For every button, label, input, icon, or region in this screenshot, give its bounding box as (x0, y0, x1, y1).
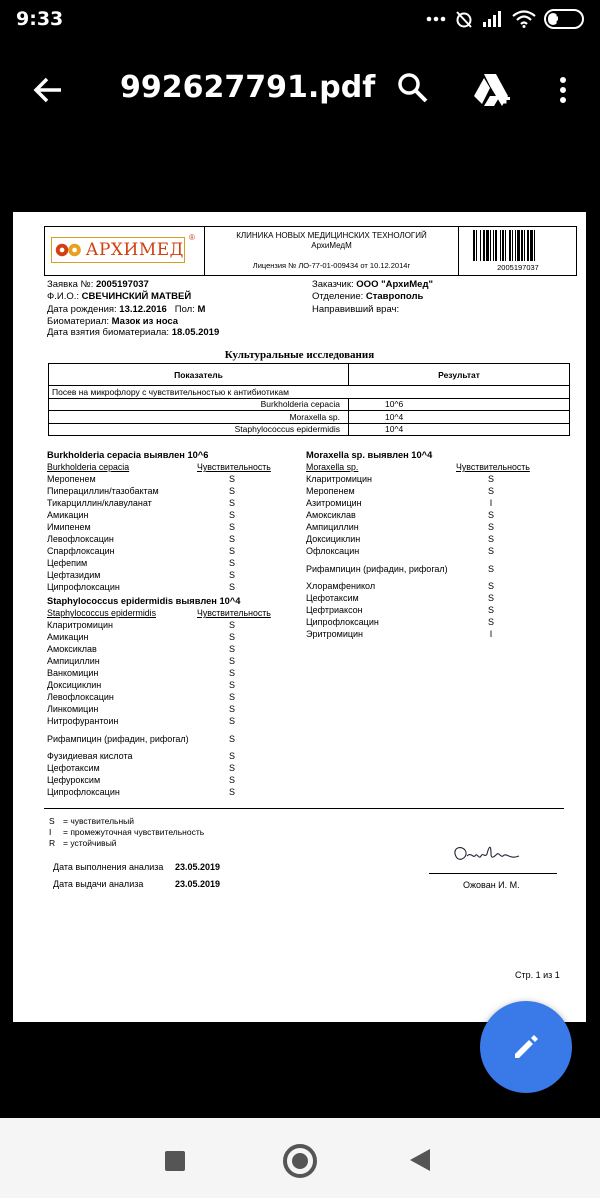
more-options-button[interactable] (548, 68, 578, 112)
antibiotic-name: Цефтазидим (47, 570, 101, 580)
antibiotic-result: S (487, 534, 494, 544)
completion-value: 23.05.2019 (175, 862, 221, 872)
antibiotic-name: Офлоксацин (306, 546, 360, 556)
antibiotic-name: Тикарциллин/клавуланат (47, 498, 152, 508)
department (312, 291, 423, 302)
sensitivity-header: Чувствительность (197, 462, 271, 472)
add-to-drive-button[interactable] (470, 68, 514, 112)
antibiotic-row (47, 655, 275, 667)
divider (44, 808, 564, 809)
logo-registered-mark: ® (189, 233, 195, 242)
antibiotic-name: Спарфлоксацин (47, 546, 115, 556)
name-label: Ф.И.О.: (47, 291, 79, 302)
antibiotic-row (47, 619, 275, 631)
antibiotic-result: S (228, 763, 235, 773)
antibiotic-result: S (228, 680, 235, 690)
barcode-number: 2005197037 (497, 263, 539, 272)
antibiotic-name: Рифампицин (рифадин, рифогал) (306, 563, 448, 574)
add-to-drive-icon (472, 72, 512, 108)
sex-label: Пол: (174, 304, 195, 315)
referring-doctor (312, 304, 399, 315)
antibiotic-result: S (228, 620, 235, 630)
antibiotic-name: Доксициклин (306, 534, 361, 544)
sensitivity-header: Чувствительность (197, 608, 271, 618)
antibiotic-name: Левофлоксацин (47, 692, 114, 702)
col-result: Результат (349, 364, 570, 386)
status-time: 9:33 (16, 8, 64, 30)
value-cell: 10^4 (349, 423, 570, 436)
antibiotic-name: Ампициллин (306, 522, 359, 532)
file-title: 992627791.pdf (120, 70, 376, 105)
sensitivity-header: Чувствительность (456, 462, 530, 472)
antibiotic-row (47, 679, 275, 691)
antibiotic-result: I (489, 498, 493, 508)
moraxella-block (306, 450, 534, 640)
back-button[interactable] (28, 70, 68, 110)
nav-back-button[interactable] (410, 1149, 430, 1171)
antibiotic-row (306, 497, 534, 509)
antibiotic-name: Линкомицин (47, 704, 99, 714)
antibiotic-result: S (487, 486, 494, 496)
antibiotic-result: S (228, 546, 235, 556)
antibiotic-row (47, 667, 275, 679)
antibiotic-result: S (228, 558, 235, 568)
antibiotic-row (47, 569, 275, 581)
antibiotic-result: S (228, 751, 235, 761)
antibiotic-result: S (228, 486, 235, 496)
antibiotic-row (47, 473, 275, 485)
antibiotic-result: S (228, 474, 235, 484)
antibiotic-name: Ципрофлоксацин (47, 787, 120, 797)
antibiotic-name: Азитромицин (306, 498, 362, 508)
legend-code: S (49, 816, 55, 826)
antibiotic-result: I (489, 629, 493, 639)
barcode-box (459, 227, 577, 275)
antibiotic-name: Кларитромицин (306, 474, 373, 484)
status-icons (426, 9, 584, 29)
signer-name: Ожован И. М. (463, 880, 520, 890)
recents-button[interactable] (165, 1151, 185, 1171)
pdf-page[interactable] (13, 212, 586, 1022)
antibiotic-row (47, 631, 275, 643)
antibiotic-name: Амоксиклав (47, 644, 97, 654)
issue-label: Дата выдачи анализа (53, 879, 144, 889)
value-cell: 10^4 (349, 411, 570, 424)
antibiotic-result: S (487, 522, 494, 532)
antibiotic-row (47, 750, 275, 762)
antibiotic-row (306, 628, 534, 640)
antibiotic-name: Меропенем (47, 474, 96, 484)
value-cell: 10^6 (349, 398, 570, 411)
antibiotic-result: S (228, 692, 235, 702)
antibiotic-name: Ципрофлоксацин (47, 582, 120, 592)
sample-date-label: Дата взятия биоматериала: (47, 327, 170, 338)
section-title: Культуральные исследования (224, 349, 375, 361)
antibiotic-row (47, 533, 275, 545)
antibiotic-row (306, 521, 534, 533)
battery-level: 29 (555, 12, 573, 26)
table-row (49, 423, 570, 436)
battery-icon (544, 9, 584, 29)
dept-value: Ставрополь (365, 291, 424, 302)
block-subheader (306, 462, 534, 473)
antibiotic-row (306, 473, 534, 485)
antibiotic-result: S (487, 563, 494, 574)
antibiotic-result: S (228, 510, 235, 520)
antibiotic-result: S (228, 522, 235, 532)
signature-line (429, 873, 557, 874)
patient-name (47, 291, 191, 302)
antibiotic-name: Амоксиклав (306, 510, 356, 520)
antibiotic-result: S (228, 644, 235, 654)
alarm-off-icon (454, 9, 474, 29)
antibiotic-name: Нитрофурантоин (47, 716, 119, 726)
antibiotic-result: S (228, 704, 235, 714)
block-title: Staphylococcus epidermidis выявлен 10^4 (47, 596, 241, 606)
antibiotic-name: Фузидиевая кислота (47, 751, 133, 761)
antibiotic-name: Амикацин (47, 510, 89, 520)
legend-code: I (49, 827, 52, 837)
organism-cell: Moraxella sp. (49, 411, 349, 424)
order-number (47, 279, 149, 290)
more-vert-icon (559, 76, 567, 104)
antibiotic-row (306, 604, 534, 616)
material-label: Биоматериал: (47, 316, 110, 327)
antibiotic-row (47, 497, 275, 509)
antibiotic-name: Цефотаксим (306, 593, 359, 603)
legend (49, 816, 204, 849)
organism-name: Staphylococcus epidermidis (47, 608, 157, 618)
app-bar (0, 48, 600, 132)
block-title: Burkholderia cepacia выявлен 10^6 (47, 450, 209, 460)
test-name-row (49, 386, 570, 399)
antibiotic-name: Рифампицин (рифадин, рифогал) (47, 733, 189, 744)
antibiotic-row (306, 509, 534, 521)
antibiotic-row (47, 509, 275, 521)
block-subheader (47, 608, 275, 619)
edit-pencil-icon (511, 1032, 541, 1062)
dept-label: Отделение: (312, 291, 364, 302)
clinic-license: Лицензия № ЛО-77-01-009434 от 10.12.2014г (252, 261, 411, 270)
block-subheader (47, 462, 275, 473)
antibiotic-name: Цефтриаксон (306, 605, 363, 615)
order-value: 2005197037 (95, 279, 149, 290)
antibiotic-name: Амикацин (47, 632, 89, 642)
col-indicator: Показатель (49, 364, 349, 386)
antibiotic-name: Эритромицин (306, 629, 364, 639)
page-number: Стр. 1 из 1 (515, 970, 560, 980)
customer-label: Заказчик: (312, 279, 354, 290)
name-value: СВЕЧИНСКИЙ МАТВЕЙ (81, 291, 192, 302)
completion-date (53, 862, 220, 872)
antibiotic-name: Левофлоксацин (47, 534, 114, 544)
antibiotic-result: S (487, 593, 494, 603)
organism-cell: Staphylococcus epidermidis (49, 423, 349, 436)
sample-date-value: 18.05.2019 (171, 327, 220, 338)
antibiotic-row (306, 485, 534, 497)
signal-icon (482, 10, 504, 28)
antibiotic-name: Цефуроксим (47, 775, 101, 785)
antibiotic-result: S (228, 668, 235, 678)
antibiotic-row (306, 545, 534, 557)
patient-dob (47, 304, 205, 315)
table-row (49, 398, 570, 411)
arrow-back-icon (33, 77, 63, 103)
doctor-label: Направивший врач: (312, 304, 400, 315)
antibiotic-row (47, 581, 275, 593)
antibiotic-result: S (228, 775, 235, 785)
antibiotic-result: S (487, 617, 494, 627)
doc-header (44, 226, 577, 276)
clinic-info (205, 227, 459, 275)
customer-value: ООО "АрхиМед" (356, 279, 434, 290)
search-button[interactable] (393, 68, 433, 108)
logo (45, 227, 205, 275)
antibiotic-result: S (487, 581, 494, 591)
antibiotic-name: Меропенем (306, 486, 355, 496)
legend-text: = промежуточная чувствительность (63, 827, 205, 837)
issue-date (53, 879, 220, 889)
antibiotic-result: S (228, 570, 235, 580)
more-notifications-icon (426, 16, 446, 22)
legend-item (49, 827, 204, 838)
antibiotic-result: S (228, 656, 235, 666)
antibiotic-name: Ампициллин (47, 656, 100, 666)
logo-circles-icon (55, 240, 82, 260)
antibiotic-row (47, 521, 275, 533)
antibiotic-result: S (228, 632, 235, 642)
antibiotic-result: S (487, 474, 494, 484)
antibiotic-result: S (228, 787, 235, 797)
legend-item (49, 838, 204, 849)
legend-code: R (49, 838, 56, 848)
antibiotic-name: Ванкомицин (47, 668, 99, 678)
antibiotic-result: S (487, 510, 494, 520)
table-row (49, 411, 570, 424)
antibiotic-row (47, 786, 275, 798)
organism-name: Moraxella sp. (306, 462, 359, 472)
antibiotic-result: S (487, 546, 494, 556)
dob-label: Дата рождения: (47, 304, 117, 315)
antibiotic-row (306, 592, 534, 604)
antibiotic-name: Имипенем (47, 522, 91, 532)
edit-fab-button[interactable] (480, 1001, 572, 1093)
block-title: Moraxella sp. выявлен 10^4 (306, 450, 433, 460)
organism-name: Burkholderia cepacia (47, 462, 130, 472)
status-bar (0, 0, 600, 40)
customer (312, 279, 433, 290)
test-name: Посев на микрофлору с чувствительностью к антибиотикам (49, 386, 570, 399)
logo-mark (51, 237, 185, 263)
antibiotic-result: S (228, 733, 235, 744)
wifi-icon (512, 10, 536, 28)
home-button[interactable] (283, 1144, 317, 1178)
clinic-sub: АрхиМедМ (311, 241, 352, 250)
material-value: Мазок из носа (111, 316, 179, 327)
legend-text: = чувствительный (63, 816, 135, 826)
antibiotic-row (47, 774, 275, 786)
clinic-name: КЛИНИКА НОВЫХ МЕДИЦИНСКИХ ТЕХНОЛОГИЙ (236, 231, 427, 240)
antibiotic-row (47, 715, 275, 727)
antibiotic-row (306, 557, 534, 580)
biomaterial (47, 316, 178, 327)
antibiotic-result: S (228, 534, 235, 544)
antibiotic-name: Кларитромицин (47, 620, 114, 630)
antibiotic-row (306, 616, 534, 628)
antibiotic-name: Ципрофлоксацин (306, 617, 379, 627)
antibiotic-result: S (228, 716, 235, 726)
logo-text: АРХИМЕД (85, 240, 184, 260)
issue-value: 23.05.2019 (175, 879, 221, 889)
antibiotic-row (306, 580, 534, 592)
antibiotic-row (47, 762, 275, 774)
staph-block (47, 596, 275, 798)
burkholderia-block (47, 450, 275, 593)
antibiotic-name: Пиперациллин/тазобактам (47, 486, 159, 496)
antibiotic-row (47, 545, 275, 557)
antibiotic-row (47, 643, 275, 655)
antibiotic-name: Цефотаксим (47, 763, 100, 773)
antibiotic-name: Хлорамфеникол (306, 581, 376, 591)
legend-text: = устойчивый (63, 838, 117, 848)
completion-label: Дата выполнения анализа (53, 862, 164, 872)
antibiotic-row (47, 557, 275, 569)
home-icon (292, 1153, 308, 1169)
dob-value: 13.12.2016 (119, 304, 167, 315)
antibiotic-row (47, 727, 275, 750)
antibiotic-result: S (487, 605, 494, 615)
signature-icon (449, 840, 529, 870)
antibiotic-row (306, 533, 534, 545)
barcode-icon (473, 230, 563, 261)
antibiotic-name: Доксициклин (47, 680, 102, 690)
results-table (48, 363, 570, 436)
antibiotic-row (47, 485, 275, 497)
antibiotic-row (47, 691, 275, 703)
antibiotic-result: S (228, 582, 235, 592)
system-nav-bar (0, 1118, 600, 1198)
search-icon (397, 72, 429, 104)
organism-cell: Burkholderia cepacia (49, 398, 349, 411)
antibiotic-name: Цефепим (47, 558, 88, 568)
antibiotic-result: S (228, 498, 235, 508)
order-label: Заявка №: (47, 279, 94, 290)
antibiotic-row (47, 703, 275, 715)
sample-date (47, 327, 219, 338)
sex-value: М (197, 304, 206, 315)
results-table-header (49, 364, 570, 386)
legend-item (49, 816, 204, 827)
